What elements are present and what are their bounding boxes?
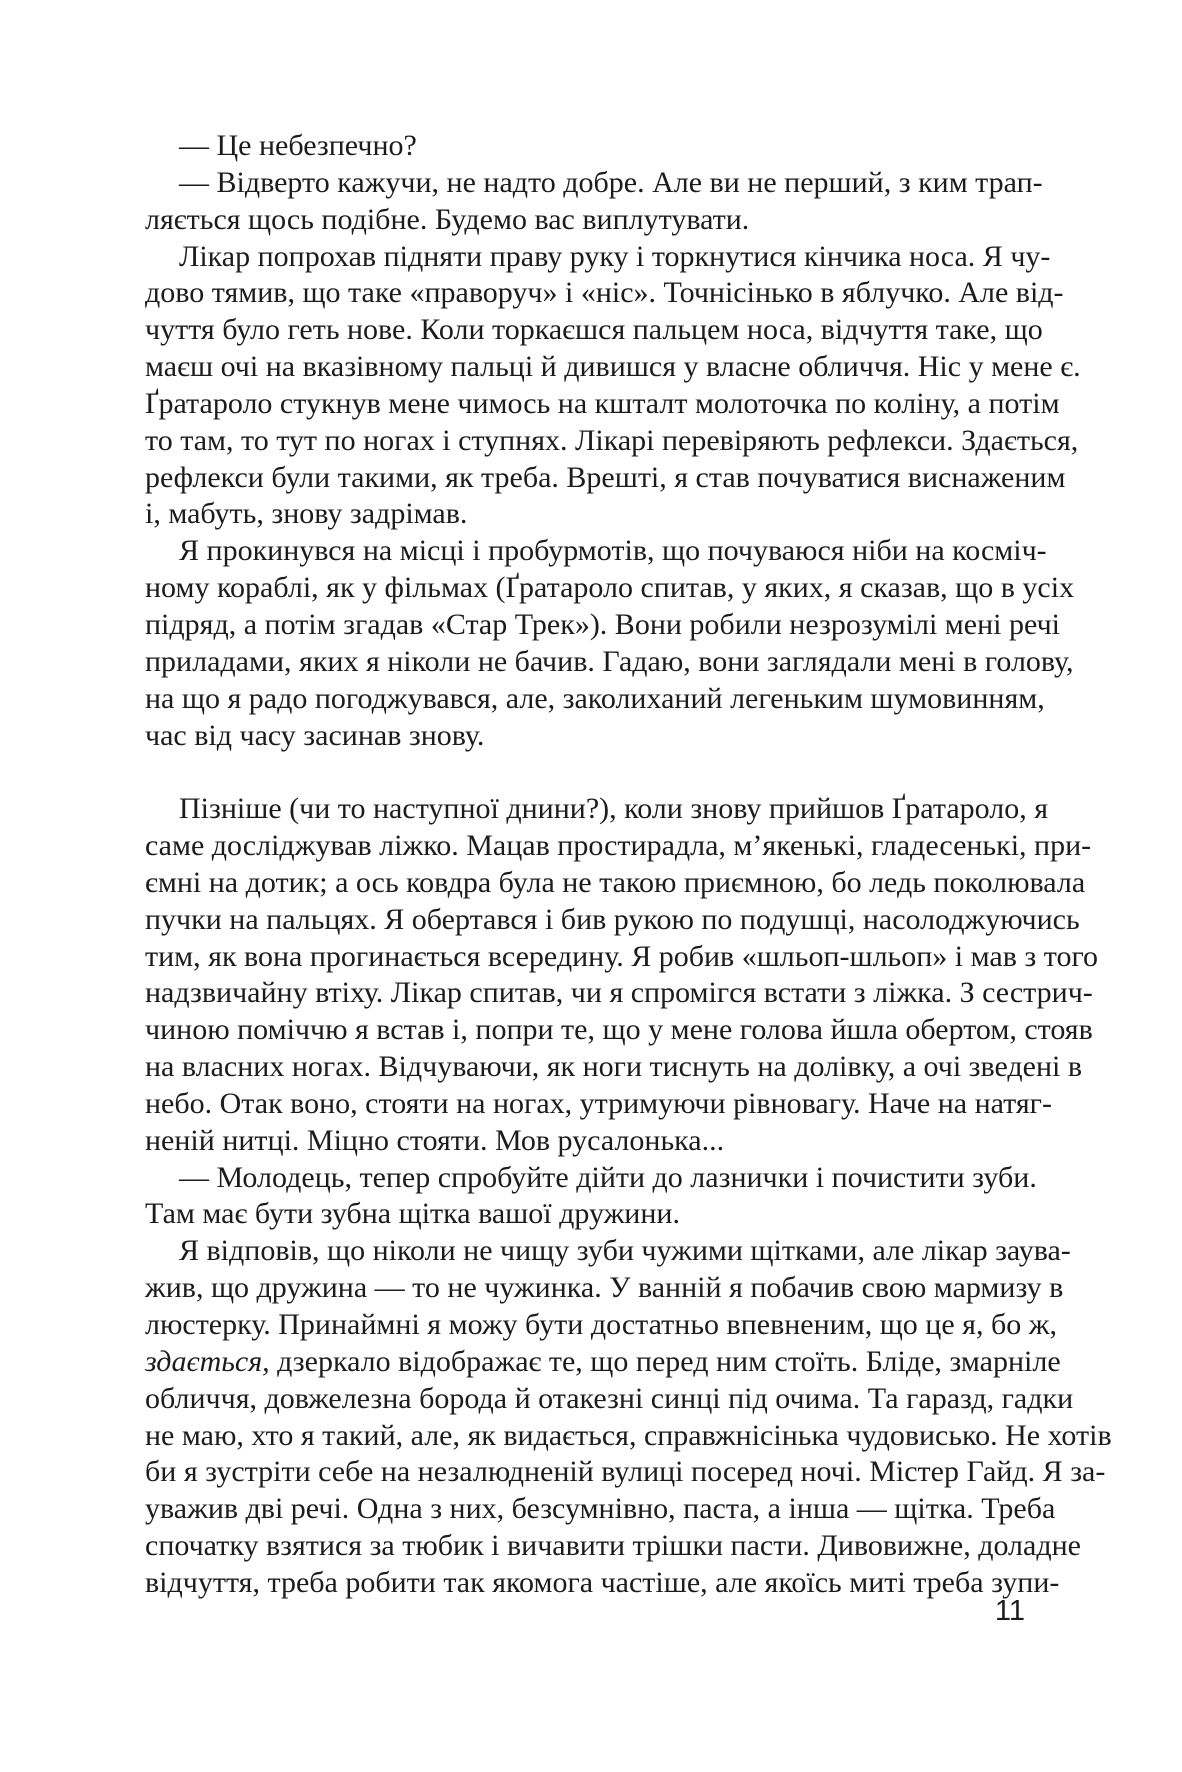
text-line: люстерку. Принаймні я можу бути достатньо впевненим, що це я, бо ж,: [145, 1308, 1057, 1341]
text-line: надзвичайну втіху. Лікар спитав, чи я спромігся встати з ліжка. З сестрич-: [145, 976, 1093, 1010]
text-line: підряд, а потім згадав «Стар Трек»). Вони робили незрозумілі мені речі: [145, 607, 1060, 641]
text-line: небо. Отак воно, стояти на ногах, утримуючи рівновагу. Наче на натяг-: [145, 1086, 1052, 1120]
text-line: Я прокинувся на місці і пробурмотів, що почуваюся ніби на косміч-: [179, 534, 1047, 568]
text-line: Лікар попрохав підняти праву руку і торкнутися кінчика носа. Я чу-: [179, 239, 1051, 273]
text-line: саме досліджував ліжко. Мацав простирадла, м’якенькі, гладесенькі, при-: [145, 829, 1092, 863]
text-line: чуття було геть нове. Коли торкаєшся пальцем носа, відчуття таке, що: [145, 313, 1043, 347]
text-line: Там має бути зубна щітка вашої дружини.: [145, 1197, 680, 1231]
text-line: — Це небезпечно?: [179, 129, 417, 162]
text-line: спочатку взятися за тюбик і вичавити трішки пасти. Дивовижне, доладне: [145, 1529, 1081, 1563]
text-line: ляється щось подібне. Будемо вас виплутувати.: [145, 202, 750, 236]
text-line-rest: дзеркало відображає те, що перед ним стоїть. Бліде, змарніле: [269, 1344, 1061, 1378]
text-line: неній нитці. Міцно стояти. Мов русалонька...: [145, 1123, 725, 1157]
text-line: тим, як вона прогинається всередину. Я робив «шльоп-шльоп» і мав з того: [145, 939, 1099, 973]
text-line: на що я радо погоджувався, але, заколиханий легеньким шумовинням,: [145, 681, 1045, 715]
text-line: — Відверто кажучи, не надто добре. Але ви не перший, з ким трап-: [179, 165, 1043, 199]
text-line: [145, 1344, 1061, 1381]
text-line: Ґратароло стукнув мене чимось на кшталт молоточка по коліну, а потім: [145, 386, 1060, 420]
book-page-text: [145, 128, 1112, 1602]
text-line: час від часу засинав знову.: [145, 718, 485, 752]
text-line: обличчя, довжелезна борода й отакезні синці під очима. Та гаразд, гадки: [145, 1381, 1074, 1415]
text-line: — Молодець, тепер спробуйте дійти до лазнички і почистити зуби.: [179, 1160, 1037, 1194]
text-line: рефлекси були такими, як треба. Врешті, я став почуватися виснаженим: [145, 460, 1066, 494]
text-line: маєш очі на вказівному пальці й дивишся у власне обличчя. Ніс у мене є.: [145, 350, 1081, 384]
text-line: на власних ногах. Відчуваючи, як ноги тиснуть на долівку, а очі зведені в: [145, 1050, 1083, 1084]
text-line: то там, то тут по ногах і ступнях. Лікарі перевіряють рефлекси. Здається,: [145, 423, 1079, 457]
page-number: 11: [994, 1595, 1025, 1627]
text-line: жив, що дружина — то не чужинка. У ванній я побачив свою мармизу в: [145, 1271, 1064, 1305]
text-line: ному кораблі, як у фільмах (Ґратароло спитав, у яких, я сказав, що в усіх: [145, 571, 1075, 605]
text-line: Пізніше (чи то наступної днини?), коли знову прийшов Ґратароло, я: [179, 792, 1049, 826]
text-line: ємні на дотик; а ось ковдра була не такою приємною, бо ледь поколювала: [145, 865, 1086, 899]
text-line: би я зустріти себе на незалюдненій вулиці посеред ночі. Містер Гайд. Я за-: [145, 1455, 1106, 1489]
text-line: Я відповів, що ніколи не чищу зуби чужими щітками, але лікар заува-: [179, 1234, 1071, 1268]
text-line: не маю, хто я такий, але, як видається, справжнісінька чудовисько. Не хотів: [145, 1418, 1112, 1452]
text-line: пучки на пальцях. Я обертався і бив рукою по подушці, насолоджуючись: [145, 902, 1080, 936]
italic-word: здається,: [145, 1344, 270, 1378]
paragraph-gap: [145, 754, 1025, 791]
text-line: приладами, яких я ніколи не бачив. Гадаю, вони заглядали мені в голову,: [145, 644, 1074, 678]
text-line: і, мабуть, знову задрімав.: [145, 497, 468, 531]
text-line: відчуття, треба робити так якомога частіше, але якоїсь миті треба зупи-: [145, 1565, 1060, 1599]
text-line: уважив дві речі. Одна з них, безсумнівно, паста, а інша — щітка. Треба: [145, 1492, 1056, 1526]
text-line: дово тямив, що таке «праворуч» і «ніс». Точнісінько в яблучко. Але від-: [145, 276, 1064, 310]
text-line: чиною поміччю я встав і, попри те, що у мене голова йшла обертом, стояв: [145, 1013, 1093, 1047]
